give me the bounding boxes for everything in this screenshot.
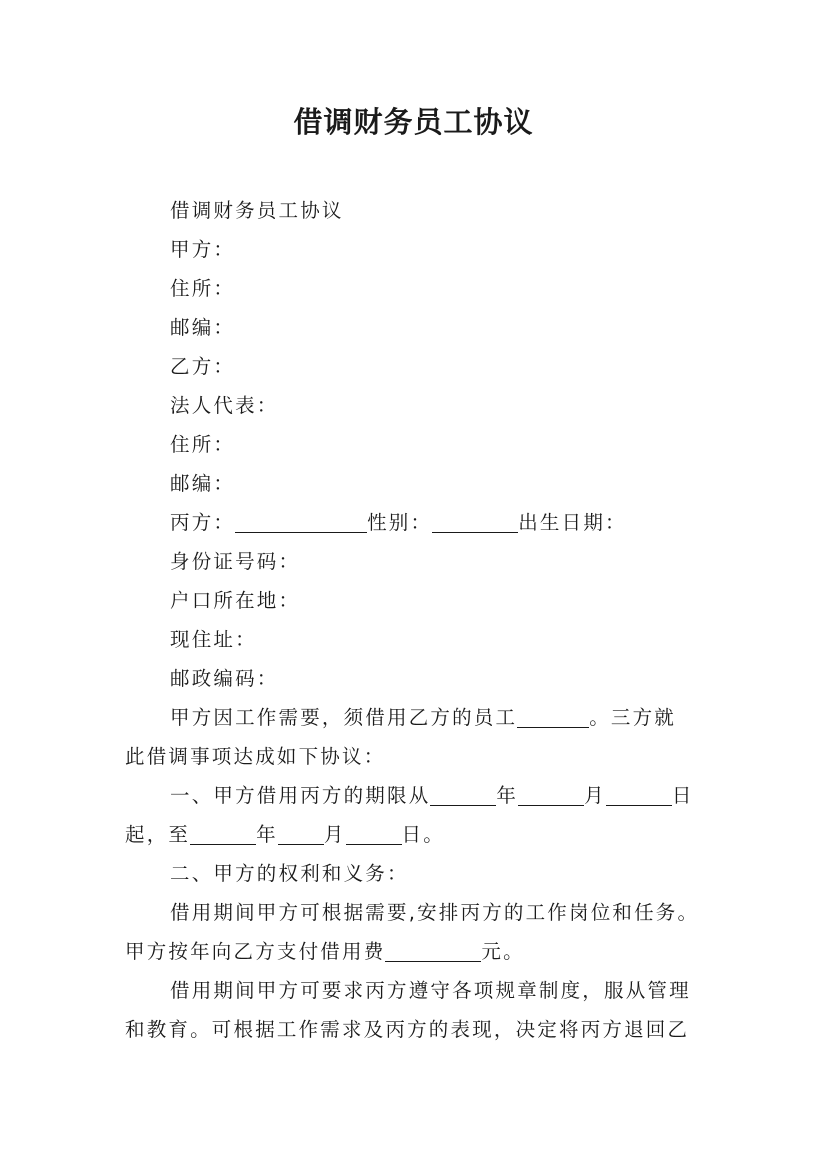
doc-line-postal-code: 邮政编码：: [170, 667, 279, 690]
doc-line-party-a: 甲方：: [170, 238, 236, 261]
doc-line-party-b-address: 住所：: [170, 433, 236, 456]
month-label: 月: [584, 784, 606, 807]
birth-date-label: 出生日期：: [518, 511, 627, 534]
term-start-text: 一、甲方借用丙方的期限从: [170, 784, 431, 807]
doc-line-party-b-postcode: 邮编：: [170, 472, 236, 495]
doc-line-current-address: 现住址：: [170, 628, 257, 651]
doc-line-legal-rep: 法人代表：: [170, 394, 279, 417]
doc-line-party-b: 乙方：: [170, 355, 236, 378]
term-end-text: 起，至: [125, 823, 191, 846]
doc-line-return-decision: 和教育。可根据工作需求及丙方的表现，决定将丙方退回乙: [125, 1018, 690, 1041]
party-c-label: 丙方：: [170, 511, 236, 534]
doc-line-party-c: [170, 504, 627, 542]
employee-blank: [517, 707, 589, 728]
gender-label: 性别：: [367, 511, 433, 534]
doc-line-section-two-heading: 二、甲方的权利和义务：: [170, 862, 409, 885]
doc-line-party-a-postcode: 邮编：: [170, 316, 236, 339]
doc-line-term-start: [170, 777, 694, 815]
day-label: 日: [671, 784, 694, 807]
day-label: 日。: [401, 823, 445, 846]
year-label: 年: [496, 784, 519, 807]
start-year-blank: [430, 785, 496, 806]
borrow-fee-blank: [385, 941, 481, 962]
doc-line-work-arrangement: 借用期间甲方可根据需要,安排丙方的工作岗位和任务。: [170, 901, 700, 924]
borrow-fee-text: 甲方按年向乙方支付借用费: [125, 940, 386, 963]
month-label: 月: [323, 823, 346, 846]
doc-line-heading: 借调财务员工协议: [170, 199, 344, 222]
borrow-reason-tail: 。三方就: [589, 706, 677, 729]
doc-line-rules-compliance: 借用期间甲方可要求丙方遵守各项规章制度，服从管理: [170, 979, 691, 1002]
borrow-reason-text: 甲方因工作需要，须借用乙方的员工: [170, 706, 518, 729]
end-year-blank: [190, 824, 256, 845]
doc-line-party-a-address: 住所：: [170, 277, 236, 300]
doc-line-borrow-fee: [125, 933, 525, 971]
end-day-blank: [346, 824, 402, 845]
doc-line-borrow-reason: [170, 699, 676, 737]
doc-line-term-end: [125, 816, 445, 854]
currency-unit: 元。: [481, 940, 525, 963]
document-title: 借调财务员工协议: [293, 105, 534, 139]
doc-line-household-registration: 户口所在地：: [170, 589, 301, 612]
doc-line-agreement-intro: 此借调事项达成如下协议：: [125, 745, 386, 768]
doc-line-id-number: 身份证号码：: [170, 550, 301, 573]
year-label: 年: [256, 823, 278, 846]
end-month-blank: [278, 824, 324, 845]
start-month-blank: [518, 785, 584, 806]
gender-blank: [432, 512, 518, 533]
party-c-name-blank: [235, 512, 367, 533]
start-day-blank: [606, 785, 672, 806]
